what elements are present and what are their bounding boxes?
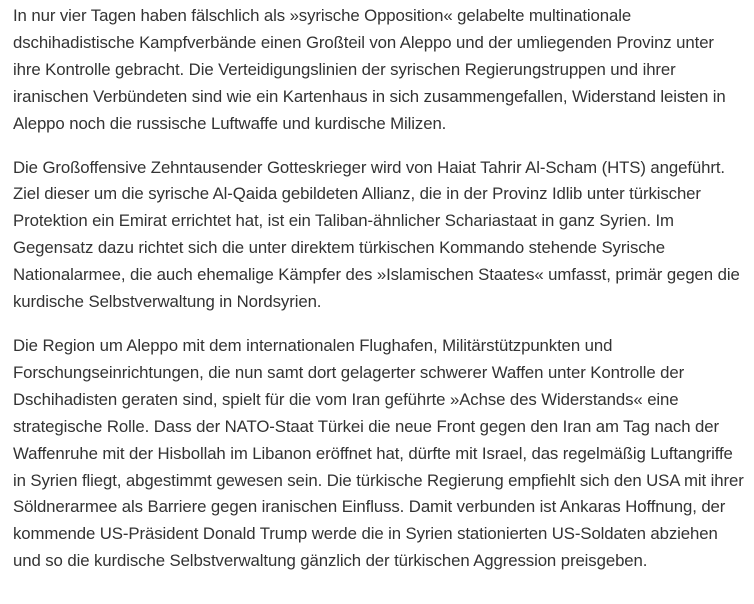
article-paragraph-1: In nur vier Tagen haben fälschlich als »syrische Opposition« gelabelte multinationale dschihadistische Kampfverbände einen Großteil von Aleppo und der umliegenden Provinz unter ihre Kontrolle gebracht. Die Verteidigungslinien der syrischen Regierungstruppen und ihrer iranischen Verbündeten sind wie ein Kartenhaus in sich zusammengefallen, Widerstand leisten in Aleppo noch die russische Luftwaffe und kurdische Milizen. [13,6,726,133]
article-paragraph-2: Die Großoffensive Zehntausender Gotteskrieger wird von Haiat Tahrir Al-Scham (HTS) angeführt. Ziel dieser um die syrische Al-Qaida gebildeten Allianz, die in der Provinz Idlib unter türkischer Protektion ein Emirat errichtet hat, ist ein Taliban-ähnlicher Schariastaat in ganz Syrien. Im Gegensatz dazu richtet sich die unter direktem türkischen Kommando stehende Syrische Nationalarmee, die auch ehemalige Kämpfer des »Islamischen Staates« umfasst, primär gegen die kurdische Selbstverwaltung in Nordsyrien. [13,157,740,312]
article-paragraph-3: Die Region um Aleppo mit dem internationalen Flughafen, Militärstützpunkten und Forschungseinrichtungen, die nun samt dort gelagerter schwerer Waffen unter Kontrolle der Dschihadisten geraten sind, spielt für die vom Iran geführte »Achse des Widerstands« eine strategische Rolle. Dass der NATO-Staat Türkei die neue Front gegen den Iran am Tag nach der Waffenruhe mit der Hisbollah im Libanon eröffnet hat, dürfte mit Israel, das regelmäßig Luftangriffe in Syrien fliegt, abgestimmt gewesen sein. Die türkische Regierung empfiehlt sich den USA mit ihrer Söldnerarmee als Barriere gegen iranischen Einfluss. Damit verbunden ist Ankaras Hoffnung, der kommende US-Präsident Donald Trump werde die in Syrien stationierten US-Soldaten abziehen und so die kurdische Selbstverwaltung gänzlich der türkischen Aggression preisgeben. [13,335,744,571]
